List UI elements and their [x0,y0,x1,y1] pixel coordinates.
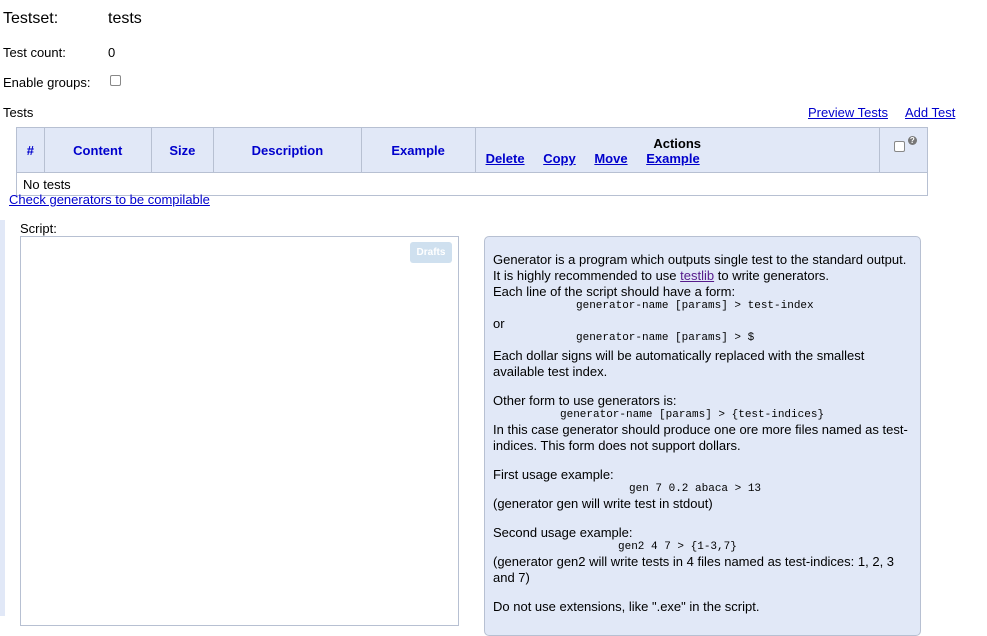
column-header-description[interactable]: Description [214,128,362,173]
section-divider [0,220,5,616]
script-textarea[interactable] [20,236,459,626]
check-generators-link[interactable]: Check generators to be compilable [9,192,210,207]
test-count-label: Test count: [3,45,66,60]
test-count-value: 0 [108,45,116,60]
help-ext-note: Do not use extensions, like ".exe" in the script. [493,599,760,614]
column-header-example[interactable]: Example [361,128,475,173]
testset-value: tests [108,10,142,27]
help-first-title: First usage example: [493,467,614,482]
testlib-link[interactable]: testlib [680,268,715,283]
column-header-index[interactable]: # [17,128,45,173]
move-action-link[interactable]: Move [594,151,628,166]
tests-table [16,127,928,196]
testset-label: Testset: [3,10,59,27]
copy-action-link[interactable]: Copy [543,151,576,166]
enable-groups-checkbox[interactable] [110,75,121,86]
select-all-checkbox[interactable] [894,141,905,152]
help-or: or [493,316,505,331]
delete-action-link[interactable]: Delete [485,151,525,166]
drafts-button[interactable]: Drafts [410,242,452,263]
add-test-link[interactable]: Add Test [905,105,956,120]
help-second-note: (generator gen2 will write tests in 4 files named as test-indices: 1, 2, 3 and 7) [493,554,895,585]
select-all-header [879,128,927,173]
help-second-title: Second usage example: [493,525,633,540]
help-form3-code: generator-name [params] > {test-indices} [560,409,825,421]
preview-tests-link[interactable]: Preview Tests [808,105,888,120]
help-first-code: gen 7 0.2 abaca > 13 [629,483,762,495]
generator-help-panel [484,236,921,636]
help-other-form: Other form to use generators is: [493,393,677,408]
actions-title: Actions [653,136,702,151]
help-dollar-note: Each dollar signs will be automatically replaced with the smallest available test index. [493,348,865,379]
script-label: Script: [20,221,57,236]
help-first-note: (generator gen will write test in stdout) [493,496,713,511]
help-form-line: Each line of the script should have a form: [493,284,736,299]
tests-section-label: Tests [3,105,34,120]
help-intro-text: Generator is a program which outputs single test to the standard output. It is highly recommended to use [493,252,907,283]
help-form1-code: generator-name [params] > test-index [576,300,814,312]
column-header-size[interactable]: Size [151,128,213,173]
help-intro-tail: to write generators. [714,268,830,283]
table-header-row [17,128,928,173]
no-tests-text: No tests [17,173,928,196]
help-other-note: In this case generator should produce one ore more files named as test-indices. This form does not support dollars. [493,422,908,453]
enable-groups-label: Enable groups: [3,75,91,90]
help-form2-code: generator-name [params] > $ [576,332,755,344]
help-intro [493,252,912,284]
help-second-code: gen2 4 7 > {1-3,7} [618,541,737,553]
column-header-actions [475,128,879,173]
column-header-content[interactable]: Content [44,128,151,173]
help-icon[interactable]: ? [908,136,917,145]
example-action-link[interactable]: Example [646,151,700,166]
